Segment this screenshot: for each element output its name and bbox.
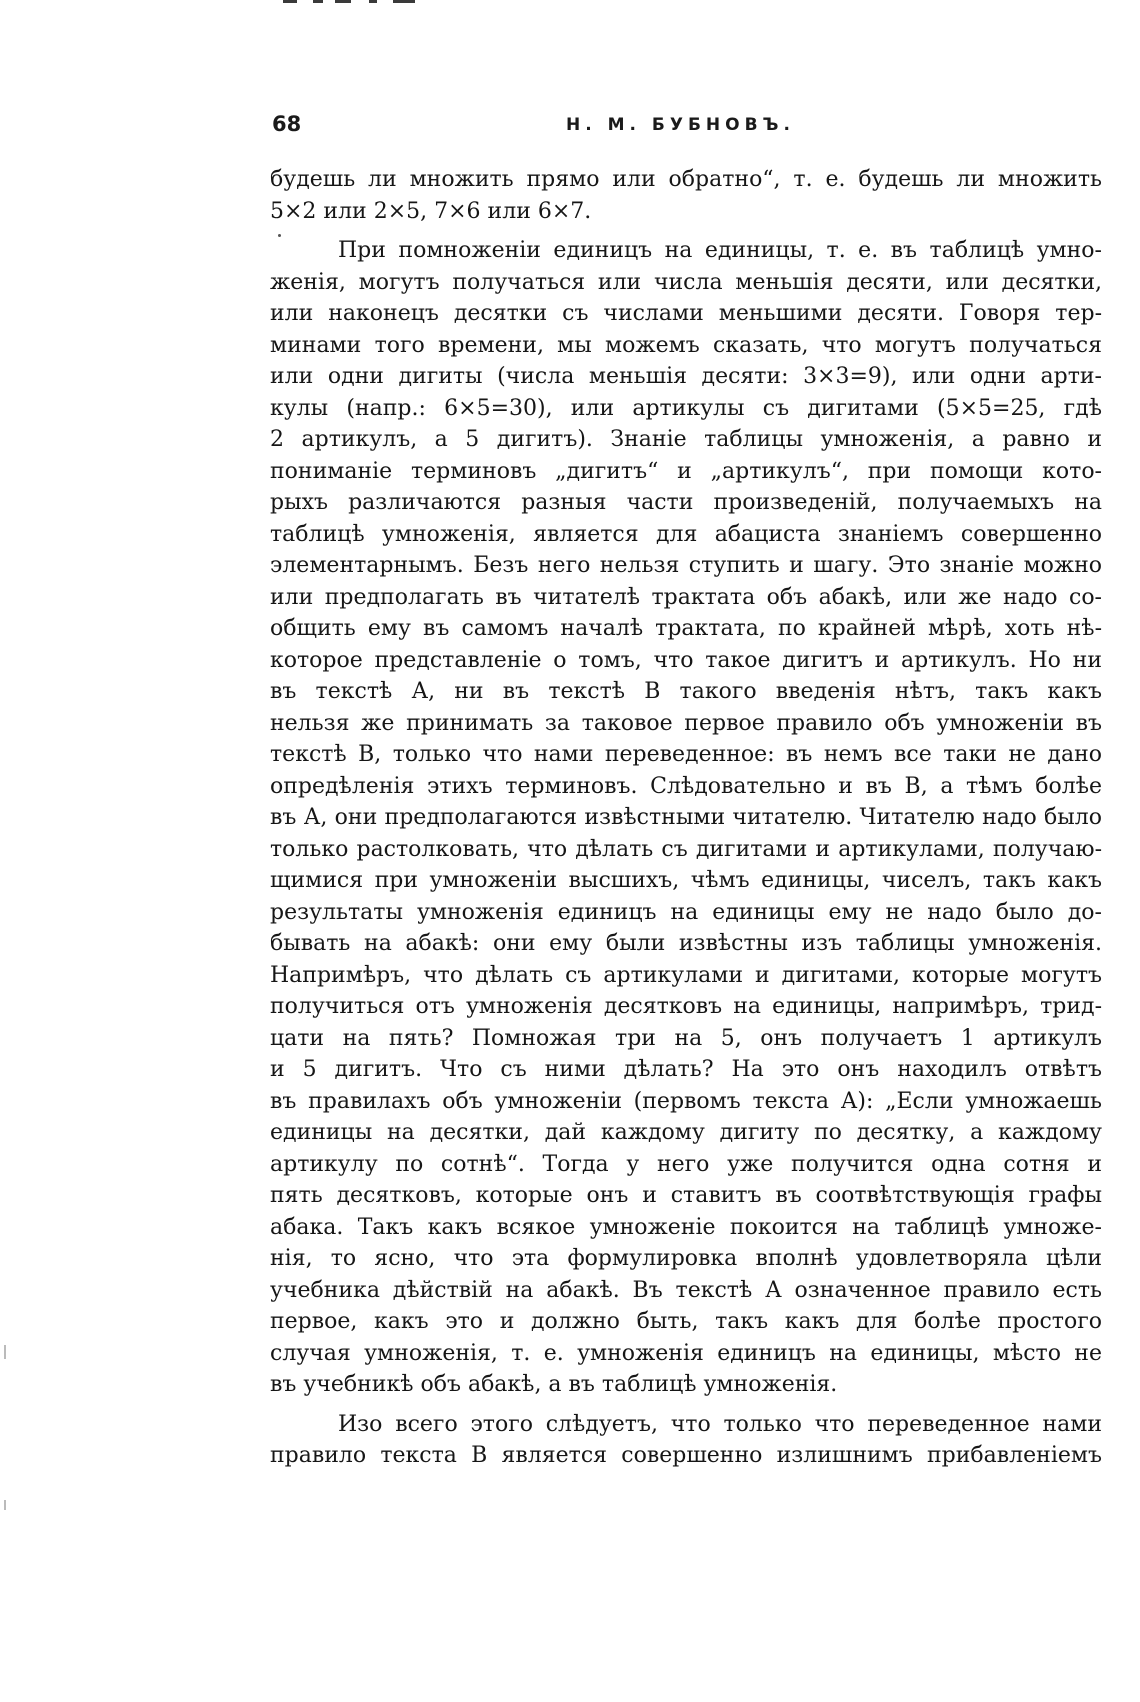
text-line: цати на пять? Помножая три на 5, онъ получаетъ 1 артикулъ <box>270 1025 1102 1051</box>
text-line: артикулу по сотнѣ“. Тогда у него уже получится одна сотня и <box>270 1151 1102 1177</box>
text-line: или одни дигиты (числа меньшія десяти: 3×3=9), или одни арти- <box>270 364 1102 389</box>
text-line: опредѣленія этихъ терминовъ. Слѣдовательно и въ В, а тѣмъ болѣе <box>270 773 1102 799</box>
text-line: Напримѣръ, что дѣлать съ артикулами и дигитами, которые могутъ <box>270 962 1102 988</box>
text-line: правило текста В является совершенно излишнимъ прибавленіемъ <box>270 1443 1102 1468</box>
text-line: результаты умноженія единицъ на единицы ему не надо было до- <box>270 899 1102 925</box>
text-line: единицы на десятки, дай каждому дигиту по десятку, а каждому <box>270 1120 1102 1145</box>
body-text <box>270 164 1102 1472</box>
text-line: или наконецъ десятки съ числами меньшими десяти. Говоря тер- <box>270 301 1102 326</box>
text-line: рыхъ различаются разныя части произведеній, получаемыхъ на <box>270 490 1102 515</box>
edge-mark <box>4 1500 6 1510</box>
text-line: кулы (напр.: 6×5=30), или артикулы съ дигитами (5×5=25, гдѣ <box>270 395 1102 421</box>
text-line: минами того времени, мы можемъ сказать, что могутъ получаться <box>270 332 1102 358</box>
text-line: Изо всего этого слѣдуетъ, что только что переведенное нами <box>338 1411 1102 1437</box>
text-line: случая умноженія, т. е. умноженія единицъ на единицы, мѣсто не <box>270 1340 1102 1366</box>
running-head: Н. М. БУБНОВЪ. <box>566 115 795 135</box>
text-line: первое, какъ это и должно быть, такъ какъ для болѣе простого <box>270 1309 1102 1334</box>
text-line: или предполагать въ читателѣ трактата объ абакѣ, или же надо со- <box>270 584 1102 610</box>
text-line: При помноженіи единицъ на единицы, т. е. въ таблицѣ умно- <box>338 238 1102 263</box>
text-line: въ А, они предполагаются извѣстными читателю. Читателю надо было <box>270 805 1102 830</box>
text-line: абака. Такъ какъ всякое умноженіе покоится на таблицѣ умноже- <box>270 1214 1102 1240</box>
text-line: нія, то ясно, что эта формулировка вполнѣ удовлетворяла цѣли <box>270 1246 1102 1271</box>
scan-artifact-top <box>283 0 473 3</box>
text-line: 2 артикулъ, а 5 дигитъ). Знаніе таблицы умноженія, а равно и <box>270 427 1102 452</box>
text-line: щимися при умноженіи высшихъ, чѣмъ единицы, чиселъ, такъ какъ <box>270 868 1102 893</box>
text-line: пониманіе терминовъ „дигитъ“ и „артикулъ“, при помощи кото- <box>270 458 1102 484</box>
text-line: въ правилахъ объ умноженіи (первомъ текста А): „Если умножаешь <box>270 1088 1102 1114</box>
text-line: элементарнымъ. Безъ него нельзя ступить и шагу. Это знаніе можно <box>270 553 1102 578</box>
text-line: бывать на абакѣ: они ему были извѣстны изъ таблицы умноженія. <box>270 931 1102 956</box>
text-line: получиться отъ умноженія десятковъ на единицы, напримѣръ, трид- <box>270 994 1102 1019</box>
text-line: будешь ли множить прямо или обратно“, т. е. будешь ли множить <box>270 167 1102 192</box>
paragraph <box>270 164 1102 227</box>
text-line: 5×2 или 2×5, 7×6 или 6×7. <box>270 198 592 224</box>
text-line: только растолковать, что дѣлать съ дигитами и артикулами, получаю- <box>270 836 1102 862</box>
text-line: таблицѣ умноженія, является для абациста знаніемъ совершенно <box>270 521 1102 547</box>
edge-mark <box>4 1345 6 1359</box>
text-line: и 5 дигитъ. Что съ ними дѣлать? На это онъ находилъ отвѣтъ <box>270 1057 1102 1082</box>
text-line: которое представленіе о томъ, что такое дигитъ и артикулъ. Но ни <box>270 647 1102 673</box>
page-header <box>272 110 1098 142</box>
text-line: нельзя же принимать за таковое первое правило объ умноженіи въ <box>270 710 1102 736</box>
paragraph <box>270 235 1102 1401</box>
text-line: въ текстѣ А, ни въ текстѣ В такого введенія нѣтъ, такъ какъ <box>270 679 1102 704</box>
text-line: въ учебникѣ объ абакѣ, а въ таблицѣ умноженія. <box>270 1372 838 1397</box>
page-number: 68 <box>272 112 302 136</box>
text-line: общить ему въ самомъ началѣ трактата, по крайней мѣрѣ, хоть нѣ- <box>270 616 1102 641</box>
text-line: текстѣ В, только что нами переведенное: въ немъ все таки не дано <box>270 742 1102 767</box>
text-line: пять десятковъ, которые онъ и ставитъ въ соотвѣтствующія графы <box>270 1183 1102 1208</box>
text-line: учебника дѣйствій на абакѣ. Въ текстѣ А означенное правило есть <box>270 1277 1102 1303</box>
paragraph <box>270 1409 1102 1472</box>
text-line: женія, могутъ получаться или числа меньшія десяти, или десятки, <box>270 269 1102 295</box>
